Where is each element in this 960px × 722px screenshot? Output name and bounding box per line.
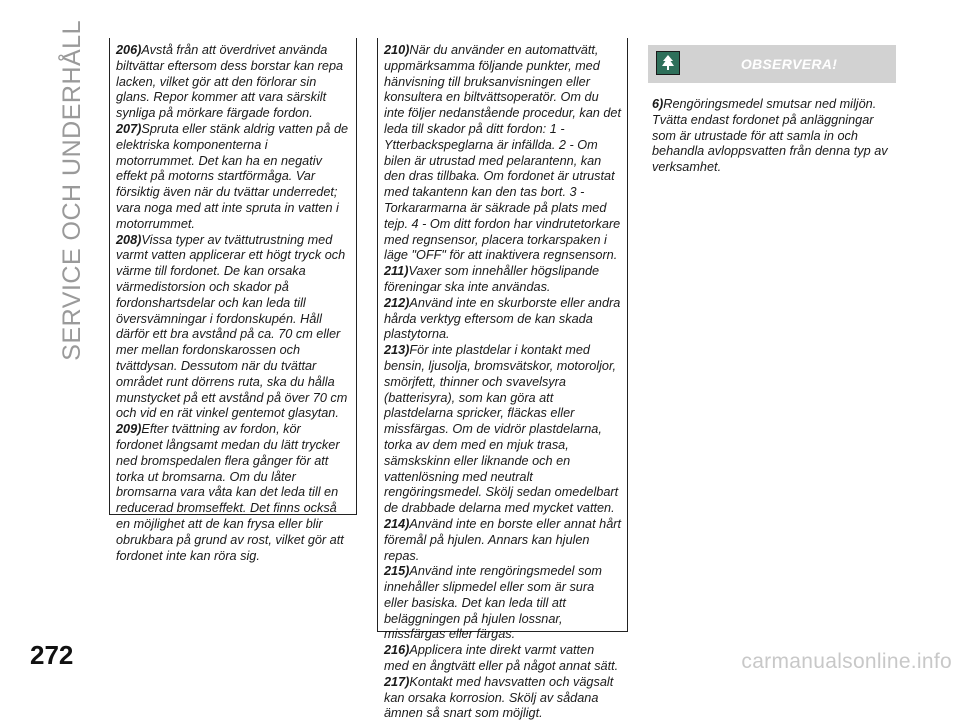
warning-number: 213): [384, 343, 410, 358]
warning-item: [116, 43, 350, 122]
warning-item: [116, 122, 350, 233]
page-number: 272: [30, 640, 74, 670]
warning-number: 215): [384, 564, 410, 579]
warning-text: Använd inte en borste eller annat hårt föremål på hjulen. Annars kan hjulen repas.: [384, 516, 622, 563]
warning-item: [384, 296, 621, 343]
warning-text: Använd inte rengöringsmedel som innehåller slipmedel eller som är sura eller basiska. Det kan leda till att beläggningen på hjulen lossnar, missfärgas eller färgas.: [384, 564, 602, 642]
warning-text: Applicera inte direkt varmt vatten med en ångtvätt eller på något annat sätt.: [384, 643, 619, 674]
warning-item: [384, 517, 621, 564]
warning-item: [384, 564, 621, 643]
warning-item: [116, 233, 350, 423]
warning-text: Vaxer som innehåller högslipande föreningar ska inte användas.: [384, 264, 600, 294]
observation-header: [648, 45, 896, 83]
observation-number: 6): [652, 97, 664, 111]
warning-item: [384, 675, 621, 722]
warnings-column-2: [377, 38, 628, 721]
section-title-text: SERVICE OCH UNDERHÅLL: [57, 20, 86, 361]
warning-number: 212): [384, 295, 410, 310]
observation-text: Rengöringsmedel smutsar ned miljön. Tvätta endast fordonet på anläggningar som är utrustade för att samla in och behandla avloppsvatten från denna typ av verksamhet.: [652, 97, 888, 175]
warning-item: [384, 43, 621, 264]
watermark: carmanualsonline.info: [741, 650, 952, 673]
warning-text: Använd inte en skurborste eller andra hårda verktyg eftersom de kan skada plastytorna.: [384, 295, 621, 342]
warning-item: [384, 264, 621, 296]
observation-title: OBSERVERA!: [740, 56, 838, 72]
observation-body: [648, 83, 896, 176]
warning-number: 217): [384, 674, 410, 689]
section-title: [50, 20, 94, 361]
warning-item: [384, 343, 621, 517]
warnings-column-1: [109, 38, 357, 563]
warning-number: 207): [116, 121, 142, 136]
warning-item: [116, 422, 350, 564]
warning-text: Avstå från att överdrivet använda biltvättar eftersom dess borstar kan repa lacken, vilket gör att den förlorar sin glans. Repor kommer att vara särskilt synliga på mörkare färgade fordon.: [116, 43, 344, 121]
warning-text: För inte plastdelar i kontakt med bensin, ljusolja, bromsvätskor, motoroljor, smörjfett, thinner och svavelsyra (batterisyra), som kan göra att plastdelarna spricker, fläckas eller missfärgas. Om de vidrör plastdelarna, torka av dem med en mjuk trasa, sämskskinn eller liknande och en vattenlösning med neutralt rengöringsmedel. Skölj sedan omedelbart de drabbade delarna med mycket vatten.: [384, 343, 619, 516]
warning-number: 209): [116, 422, 142, 437]
warning-number: 206): [116, 43, 142, 57]
warning-number: 210): [384, 43, 410, 57]
warning-text: Efter tvättning av fordon, kör fordonet långsamt medan du lätt trycker ned bromspedalen flera gånger för att torka ut bromsarna. Om du låter bromsarna vara våta kan det leda till en reducerad bromseffekt. Det finns också en möjlighet att de kan frysa eller blir obrukbara på grund av rost, vilket gör att fordonet inte kan röra sig.: [116, 422, 344, 563]
warning-number: 208): [116, 232, 142, 247]
warning-number: 216): [384, 643, 410, 658]
warning-text: Spruta eller stänk aldrig vatten på de elektriska komponenterna i motorrummet. Det kan ha en negativ effekt på motorns startförmåga. Var försiktig även när du tvättar underredet; vara noga med att inte spruta in vatten i motorrummet.: [116, 121, 349, 231]
warning-text: När du använder en automattvätt, uppmärksamma följande punkter, med hänvisning till bruksanvisningen eller konsultera en biltvättsoperatör. Om du inte följer nedanstående procedur, kan det leda till skador på ditt fordon: 1 - Ytterbackspeglarna är infällda. 2 - Om bilen är utrustad med pelarantenn, kan den dras tillbaka. Om fordonet är utrustat med takantenn kan den tas bort. 3 - Torkararmarna är säkrade på plats med tejp. 4 - Om ditt fordon har vindrutetorkare med regnsensor, placera torkarspaken i läge "OFF" för att inaktivera regnsensorn.: [384, 43, 622, 263]
tree-icon: [656, 51, 680, 75]
warning-text: Kontakt med havsvatten och vägsalt kan orsaka korrosion. Skölj av sådana ämnen så snart som möjligt.: [384, 674, 614, 721]
warning-item: [384, 643, 621, 675]
warning-number: 211): [384, 264, 409, 279]
warning-number: 214): [384, 516, 410, 531]
warning-text: Vissa typer av tvättutrustning med varmt vatten applicerar ett högt tryck och värme till fordonet. De kan orsaka värmedistorsion och skador på fordonshartsdelar och kan leda till översvämningar i fordonskupén. Håll därför ett bra avstånd på ca. 70 cm eller mer mellan fordonskarossen och tvättdysan. Dessutom när du tvättar området runt dörrens ruta, ska du hålla munstycket på ett avstånd på över 70 cm och vid en rät vinkel gentemot glasytan.: [116, 232, 348, 421]
observation-box: [648, 45, 896, 176]
